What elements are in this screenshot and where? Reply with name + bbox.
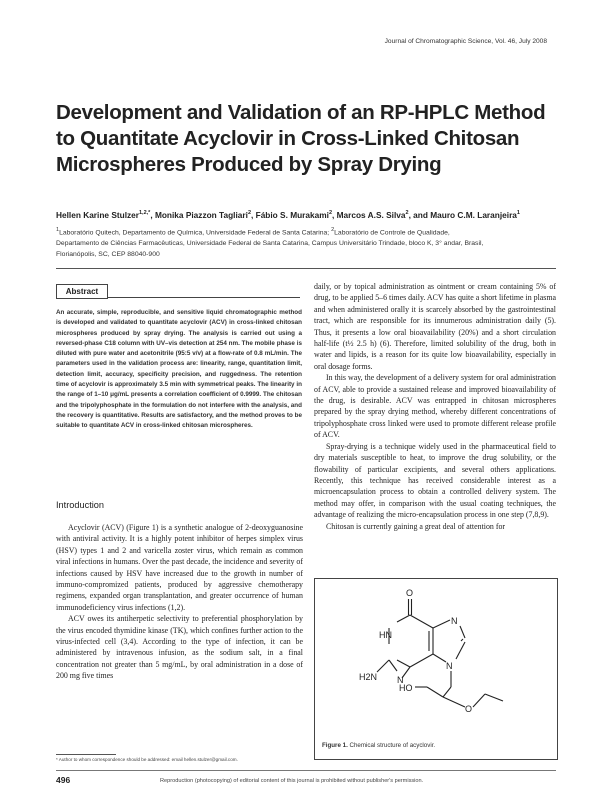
atom-label-O: O [465, 704, 473, 714]
author-name: Mauro C.M. Laranjeira [430, 210, 517, 220]
abstract-underline [107, 297, 300, 298]
corresponding-author-footnote: * Author to whom correspondence should be addressed: email hellen.stulzer@gmail.com. [56, 757, 238, 762]
atom-label-HO: HO [399, 683, 413, 693]
affiliations [56, 225, 556, 260]
body-paragraph: daily, or by topical administration as ointment or cream containing 5% of drug, to be applied 5–6 times daily. ACV has quite a short lifetime in plasma and when administered orally it is scarcely absorbed by the gastrointestinal tract, which are responsible for its innumerous administration daily (5). Thus, it presents a low oral bioavailability (20%) and a short circulation half-life (t½ 2.5 h) (6). Therefore, limited solubility of the drug, both in water and lipids, is a reason for its quite low bioavailability, especially in oral dosage forms. [314, 282, 556, 371]
body-paragraph: Acyclovir (ACV) (Figure 1) is a synthetic analogue of 2-deoxyguanosine with antiviral activity. It is a highly potent inhibitor of herpes simplex virus (HSV) types 1 and 2 and varicella zoster virus, which remain as common viral infections in humans. Over the past decade, the incidence and severity of infections caused by HSV have increased due to the growth in number of immuno-compromized patients, produced by aggressive chemotherapy regimens, expanded organ transplantation, and greater occurrence of human immunodeficiency virus infections (1,2). [56, 523, 303, 612]
author-list [56, 210, 556, 220]
author-affiliation-mark: 2 [328, 210, 332, 217]
affiliation-text: Departamento de Ciências Farmacêuticas, Universidade Federal de Santa Catarina, Campus Universitário Trindade, bloco K, 3° andar, Brasil, [56, 240, 484, 248]
title-line: Microspheres Produced by Spray Drying [56, 153, 442, 176]
left-column-body [56, 522, 303, 682]
affiliation-mark: 2 [331, 227, 335, 233]
body-paragraph: In this way, the development of a delivery system for oral administration of ACV, able to provide a sustained release and improved bioavailability of the drug, is desirable. ACV was entrapped in chitosan microspheres prepared by the spray drying method, whereby different concentrations of tripolyphosphate cross linked were used to promote different release profile of ACV. [314, 373, 556, 440]
atom-label-N: N [397, 675, 404, 685]
author-name: Marcos A.S. Silva [336, 210, 406, 220]
right-column-body [314, 281, 556, 532]
figure-1-frame [314, 578, 558, 760]
author-separator: , [332, 210, 337, 220]
atom-label-N: N [451, 616, 458, 626]
header-divider [56, 268, 556, 269]
reproduction-notice: Reproduction (photocopying) of editorial content of this journal is prohibited without publisher's permission. [160, 778, 424, 784]
atom-label-H2N: H2N [359, 672, 378, 682]
abstract-text: An accurate, simple, reproducible, and sensitive liquid chromatographic method is developed and validated to quantitate acyclovir (ACV) in cross-linked chitosan microspheres produced by spray drying. The analysis is carried out using a reversed-phase C18 column with UV–vis detection at 254 nm. The mobile phase is diluted with pure water and acetonitrile (95:5 v/v) at a flow-rate of 0.8 mL/min. The parameters used in the validation process are: linearity, range, quantitation limit, detection limit, accuracy, specificity precision, and ruggedness. The retention time of acyclovir is approximately 3.5 min with symmetrical peaks. The linearity in the range of 1–10 μg/mL presents a correlation coefficient of 0.9999. The chitosan and the tripolyphosphate in the formulation do not interfere with the analysis, and the recovery is quantitative. Results are satisfactory, and the method proves to be suitable to quantitate ACV in cross-linked chitosan microspheres. [56, 309, 302, 430]
journal-header: Journal of Chromatographic Science, Vol. 46, July 2008 [384, 38, 547, 45]
title-line: to Quantitate Acyclovir in Cross-Linked Chitosan [56, 127, 520, 150]
author-name: Fábio S. Murakami [255, 210, 329, 220]
title-line: Development and Validation of an RP-HPLC Method [56, 101, 546, 124]
footnote-divider [56, 754, 116, 755]
body-paragraph: ACV owes its antiherpetic selectivity to preferential phosphorylation by the virus encoded thymidine kinase (TK), which confines further action to the virus-infected cell (3,4). According to the type of infection, it can be administered by intravenous infusion, as the sodium salt, in a final concentration not greater than 5 mg/mL, by oral administration in a dose of 200 mg five times [56, 614, 303, 681]
acyclovir-structure-diagram [315, 579, 557, 759]
author-separator: , [150, 210, 155, 220]
atom-label-N: N [446, 661, 453, 671]
author-separator: , [251, 210, 256, 220]
paper-title [56, 100, 556, 178]
author-name: Hellen Karine Stulzer [56, 210, 139, 220]
author-affiliation-mark: 1,2,* [139, 210, 151, 217]
figure-1-caption [322, 742, 435, 749]
figure-caption-label: Figure 1. [322, 742, 348, 749]
author-name: Monika Piazzon Tagliari [154, 210, 248, 220]
page-number: 496 [56, 775, 71, 785]
abstract-label: Abstract [56, 284, 108, 299]
author-affiliation-mark: 2 [247, 210, 251, 217]
atom-label-HN: HN [379, 630, 392, 640]
introduction-heading: Introduction [56, 500, 105, 510]
author-separator: , and [408, 210, 431, 220]
atom-label-O: O [406, 588, 414, 598]
author-affiliation-mark: 2 [405, 210, 409, 217]
body-paragraph: Spray-drying is a technique widely used in the pharmaceutical field to dry materials susceptible to heat, to improve the drug solubility, or the flowability of particular excipients, and several others applications. Recently, this technique has received considerable interest as a microencapsulation process to obtain a controlled delivery system. The method may offer, in comparison with the usual coating techniques, the advantage of realizing the micro-encapsulation process in one step (7,8,9). [314, 441, 556, 520]
affiliation-mark: 1 [56, 227, 60, 233]
figure-caption-text: Chemical structure of acyclovir. [347, 742, 436, 749]
affiliation-text: Laboratório de Controle de Qualidade, [334, 229, 450, 237]
body-paragraph: Chitosan is currently gaining a great deal of attention for [326, 521, 506, 531]
author-affiliation-mark: 1 [516, 210, 520, 217]
footer-divider [56, 770, 556, 771]
affiliation-text: Laboratório Quitech, Departamento de Química, Universidade Federal de Santa Catarina; [59, 229, 332, 237]
affiliation-text: Florianópolis, SC, CEP 88040-900 [56, 251, 160, 259]
